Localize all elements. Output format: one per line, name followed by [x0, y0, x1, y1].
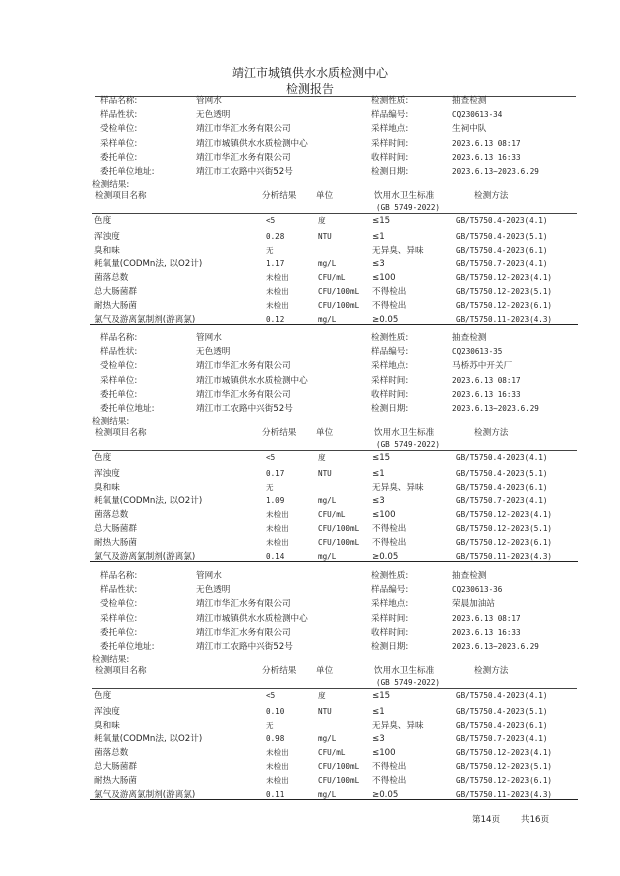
result-unit: mg/L [318, 496, 337, 505]
result-standard: ≤15 [372, 453, 391, 463]
column-header: 检测项目名称 [95, 666, 147, 676]
field-value: 无色透明 [196, 110, 231, 121]
column-header: 分析结果 [262, 428, 297, 438]
field-value: 2023.6.13 16:33 [452, 627, 521, 637]
column-header: 单位 [316, 666, 334, 676]
result-item: 臭和味 [94, 721, 120, 731]
result-item: 氯气及游离氯制剂(游离氯) [94, 315, 196, 325]
result-unit: mg/L [318, 734, 337, 743]
result-unit: mg/L [318, 790, 337, 799]
field-value: 管网水 [196, 571, 222, 581]
field-label: 样品名称: [100, 333, 138, 343]
field-value: CQ230613-34 [452, 110, 503, 120]
result-value: 无 [266, 483, 274, 492]
result-value: 未检出 [266, 538, 289, 547]
result-standard: ≤3 [372, 259, 385, 269]
table-divider [92, 450, 577, 451]
result-standard: ≤100 [372, 510, 396, 520]
result-unit: mg/L [318, 259, 337, 268]
result-item: 耐热大肠菌 [94, 776, 137, 786]
field-label: 采样时间: [371, 375, 409, 386]
result-method: GB/T5750.12-2023(4.1) [456, 273, 553, 282]
result-standard: ≤3 [372, 734, 385, 744]
result-item: 总大肠菌群 [94, 524, 137, 534]
result-method: GB/T5750.4-2023(5.1) [456, 707, 548, 716]
result-item: 耐热大肠菌 [94, 301, 137, 311]
result-standard: ≥0.05 [372, 315, 399, 325]
column-subheader: (GB 5749-2022) [376, 440, 441, 449]
field-value: 抽查检测 [452, 571, 487, 581]
result-method: GB/T5750.4-2023(4.1) [456, 453, 548, 462]
result-unit: CFU/100mL [318, 538, 360, 547]
field-value: 靖江市工农路中兴街52号 [196, 404, 293, 414]
field-value: 靖江市华汇水务有限公司 [196, 361, 291, 372]
result-unit: CFU/100mL [318, 301, 360, 310]
field-label: 检测日期: [371, 404, 409, 414]
field-label: 受检单位: [100, 361, 138, 372]
column-header: 分析结果 [262, 191, 297, 201]
result-unit: mg/L [318, 315, 337, 324]
result-item: 浑浊度 [94, 469, 120, 479]
result-value: 0.11 [266, 790, 285, 799]
result-method: GB/T5750.7-2023(4.1) [456, 734, 548, 743]
result-standard: ≤100 [372, 748, 396, 758]
column-subheader: (GB 5749-2022) [376, 678, 441, 687]
column-header: 检测方法 [474, 666, 509, 676]
result-item: 总大肠菌群 [94, 762, 137, 772]
column-header: 检测方法 [474, 191, 509, 201]
result-value: 1.17 [266, 259, 285, 268]
result-item: 臭和味 [94, 246, 120, 256]
result-unit: 度 [318, 453, 326, 462]
result-unit: CFU/100mL [318, 762, 360, 771]
field-label: 样品性状: [100, 585, 138, 596]
result-value: 0.28 [266, 232, 285, 241]
result-standard: 不得检出 [372, 301, 407, 311]
result-value: 未检出 [266, 301, 289, 310]
field-label: 检测性质: [371, 571, 409, 581]
result-standard: ≤3 [372, 496, 385, 506]
column-header: 饮用水卫生标准 [374, 191, 435, 201]
result-item: 臭和味 [94, 483, 120, 493]
result-unit: CFU/100mL [318, 287, 360, 296]
block-divider [90, 324, 578, 325]
result-method: GB/T5750.4-2023(4.1) [456, 691, 548, 700]
result-item: 耗氧量(CODMn法, 以O2计) [94, 259, 203, 269]
result-standard: ≤1 [372, 232, 385, 242]
field-value: 荣晨加油站 [452, 599, 495, 610]
field-value: 靖江市城镇供水水质检测中心 [196, 138, 308, 149]
result-method: GB/T5750.12-2023(6.1) [456, 301, 553, 310]
results-heading: 检测结果: [92, 180, 130, 190]
field-value: 管网水 [196, 96, 222, 106]
result-standard: 不得检出 [372, 762, 407, 772]
result-item: 色度 [94, 216, 112, 226]
report-title: 检测报告 [285, 82, 334, 96]
result-standard: 不得检出 [372, 776, 407, 786]
result-value: <5 [266, 216, 276, 225]
field-label: 收样时间: [371, 152, 409, 163]
field-label: 采样单位: [100, 138, 138, 149]
field-value: 2023.6.13 16:33 [452, 389, 521, 399]
result-unit: NTU [318, 469, 332, 478]
result-method: GB/T5750.12-2023(4.1) [456, 510, 553, 519]
result-standard: 不得检出 [372, 524, 407, 534]
result-standard: ≤15 [372, 691, 391, 701]
result-standard: ≥0.05 [372, 552, 399, 562]
field-label: 样品名称: [100, 96, 138, 106]
page-total: 共16页 [521, 815, 550, 825]
result-item: 色度 [94, 453, 112, 463]
result-value: 无 [266, 721, 274, 730]
column-header: 单位 [316, 428, 334, 438]
result-value: 0.17 [266, 469, 285, 478]
column-header: 检测方法 [474, 428, 509, 438]
field-value: 无色透明 [196, 347, 231, 358]
result-value: 未检出 [266, 510, 289, 519]
field-value: 生祠中队 [452, 124, 487, 135]
field-label: 采样单位: [100, 613, 138, 624]
field-label: 样品编号: [371, 110, 409, 121]
result-value: 未检出 [266, 762, 289, 771]
field-value: 靖江市工农路中兴街52号 [196, 167, 293, 177]
table-divider [92, 688, 577, 689]
field-label: 样品编号: [371, 585, 409, 596]
field-value: 2023.6.13 08:17 [452, 138, 521, 148]
result-unit: CFU/100mL [318, 776, 360, 785]
field-label: 采样单位: [100, 375, 138, 386]
field-label: 委托单位地址: [100, 167, 155, 177]
result-item: 氯气及游离氯制剂(游离氯) [94, 790, 196, 800]
result-item: 氯气及游离氯制剂(游离氯) [94, 552, 196, 562]
result-item: 浑浊度 [94, 707, 120, 717]
result-unit: NTU [318, 232, 332, 241]
field-value: 2023.6.13~2023.6.29 [452, 642, 539, 651]
field-label: 样品编号: [371, 347, 409, 358]
result-standard: 不得检出 [372, 287, 407, 297]
result-method: GB/T5750.12-2023(5.1) [456, 287, 553, 296]
result-value: 1.09 [266, 496, 285, 505]
result-item: 耐热大肠菌 [94, 538, 137, 548]
field-label: 检测性质: [371, 333, 409, 343]
result-method: GB/T5750.7-2023(4.1) [456, 259, 548, 268]
result-method: GB/T5750.12-2023(6.1) [456, 538, 553, 547]
result-item: 菌落总数 [94, 510, 129, 520]
field-label: 委托单位: [100, 389, 138, 400]
field-label: 委托单位: [100, 627, 138, 638]
field-label: 检测性质: [371, 96, 409, 106]
field-label: 检测日期: [371, 167, 409, 177]
field-label: 样品名称: [100, 571, 138, 581]
result-standard: 无异臭、异味 [372, 483, 424, 493]
field-value: CQ230613-36 [452, 585, 503, 595]
result-method: GB/T5750.12-2023(6.1) [456, 776, 553, 785]
result-standard: ≤1 [372, 707, 385, 717]
field-label: 收样时间: [371, 389, 409, 400]
result-method: GB/T5750.4-2023(5.1) [456, 232, 548, 241]
field-value: 抽查检测 [452, 96, 487, 106]
field-value: 靖江市华汇水务有限公司 [196, 599, 291, 610]
title-divider [95, 96, 576, 97]
result-value: <5 [266, 453, 276, 462]
field-label: 检测日期: [371, 642, 409, 652]
result-value: 0.10 [266, 707, 285, 716]
result-standard: ≥0.05 [372, 790, 399, 800]
column-header: 单位 [316, 191, 334, 201]
result-standard: 不得检出 [372, 538, 407, 548]
field-label: 受检单位: [100, 124, 138, 135]
result-unit: CFU/mL [318, 510, 346, 519]
field-value: 2023.6.13 16:33 [452, 152, 521, 162]
column-subheader: (GB 5749-2022) [376, 203, 441, 212]
field-value: 无色透明 [196, 585, 231, 596]
result-method: GB/T5750.12-2023(5.1) [456, 762, 553, 771]
result-unit: CFU/mL [318, 273, 346, 282]
field-value: 靖江市城镇供水水质检测中心 [196, 613, 308, 624]
result-value: 未检出 [266, 273, 289, 282]
field-value: 2023.6.13~2023.6.29 [452, 404, 539, 413]
field-label: 采样时间: [371, 613, 409, 624]
result-method: GB/T5750.4-2023(6.1) [456, 483, 548, 492]
result-method: GB/T5750.4-2023(5.1) [456, 469, 548, 478]
block-divider [90, 799, 578, 800]
field-label: 样品性状: [100, 110, 138, 121]
column-header: 饮用水卫生标准 [374, 428, 435, 438]
field-label: 采样地点: [371, 361, 409, 372]
result-unit: CFU/100mL [318, 524, 360, 533]
result-value: 0.98 [266, 734, 285, 743]
field-label: 委托单位: [100, 152, 138, 163]
result-standard: 无异臭、异味 [372, 246, 424, 256]
field-value: 2023.6.13~2023.6.29 [452, 167, 539, 176]
result-method: GB/T5750.4-2023(4.1) [456, 216, 548, 225]
result-item: 菌落总数 [94, 748, 129, 758]
result-unit: mg/L [318, 552, 337, 561]
result-method: GB/T5750.11-2023(4.3) [456, 790, 553, 799]
field-value: 靖江市城镇供水水质检测中心 [196, 375, 308, 386]
results-heading: 检测结果: [92, 655, 130, 665]
result-item: 总大肠菌群 [94, 287, 137, 297]
results-heading: 检测结果: [92, 417, 130, 427]
table-divider [92, 213, 577, 214]
field-label: 采样地点: [371, 599, 409, 610]
result-value: <5 [266, 691, 276, 700]
field-value: 靖江市华汇水务有限公司 [196, 152, 291, 163]
field-value: 管网水 [196, 333, 222, 343]
result-standard: 无异臭、异味 [372, 721, 424, 731]
result-method: GB/T5750.11-2023(4.3) [456, 315, 553, 324]
result-value: 0.14 [266, 552, 285, 561]
result-value: 未检出 [266, 748, 289, 757]
field-value: 靖江市华汇水务有限公司 [196, 389, 291, 400]
column-header: 分析结果 [262, 666, 297, 676]
result-unit: 度 [318, 691, 326, 700]
page-number: 第14页 [472, 815, 501, 825]
result-method: GB/T5750.7-2023(4.1) [456, 496, 548, 505]
field-label: 受检单位: [100, 599, 138, 610]
column-header: 饮用水卫生标准 [374, 666, 435, 676]
result-unit: 度 [318, 216, 326, 225]
result-method: GB/T5750.4-2023(6.1) [456, 721, 548, 730]
field-label: 收样时间: [371, 627, 409, 638]
result-item: 菌落总数 [94, 273, 129, 283]
field-value: 2023.6.13 08:17 [452, 375, 521, 385]
block-divider [90, 561, 578, 562]
field-value: 靖江市华汇水务有限公司 [196, 627, 291, 638]
result-item: 浑浊度 [94, 232, 120, 242]
result-method: GB/T5750.11-2023(4.3) [456, 552, 553, 561]
field-value: 抽查检测 [452, 333, 487, 343]
column-header: 检测项目名称 [95, 428, 147, 438]
result-value: 未检出 [266, 776, 289, 785]
result-value: 无 [266, 246, 274, 255]
field-value: CQ230613-35 [452, 347, 503, 357]
field-label: 委托单位地址: [100, 404, 155, 414]
result-unit: CFU/mL [318, 748, 346, 757]
result-value: 未检出 [266, 524, 289, 533]
field-value: 靖江市工农路中兴街52号 [196, 642, 293, 652]
result-value: 0.12 [266, 315, 285, 324]
result-standard: ≤15 [372, 216, 391, 226]
field-value: 靖江市华汇水务有限公司 [196, 124, 291, 135]
result-method: GB/T5750.12-2023(4.1) [456, 748, 553, 757]
result-item: 色度 [94, 691, 112, 701]
column-header: 检测项目名称 [95, 191, 147, 201]
result-item: 耗氧量(CODMn法, 以O2计) [94, 734, 203, 744]
org-title: 靖江市城镇供水水质检测中心 [231, 66, 388, 80]
result-value: 未检出 [266, 287, 289, 296]
result-method: GB/T5750.4-2023(6.1) [456, 246, 548, 255]
result-unit: NTU [318, 707, 332, 716]
result-standard: ≤1 [372, 469, 385, 479]
result-standard: ≤100 [372, 273, 396, 283]
field-label: 样品性状: [100, 347, 138, 358]
field-value: 2023.6.13 08:17 [452, 613, 521, 623]
field-value: 马桥苏中开关厂 [452, 361, 513, 372]
result-item: 耗氧量(CODMn法, 以O2计) [94, 496, 203, 506]
field-label: 采样时间: [371, 138, 409, 149]
result-method: GB/T5750.12-2023(5.1) [456, 524, 553, 533]
field-label: 委托单位地址: [100, 642, 155, 652]
field-label: 采样地点: [371, 124, 409, 135]
